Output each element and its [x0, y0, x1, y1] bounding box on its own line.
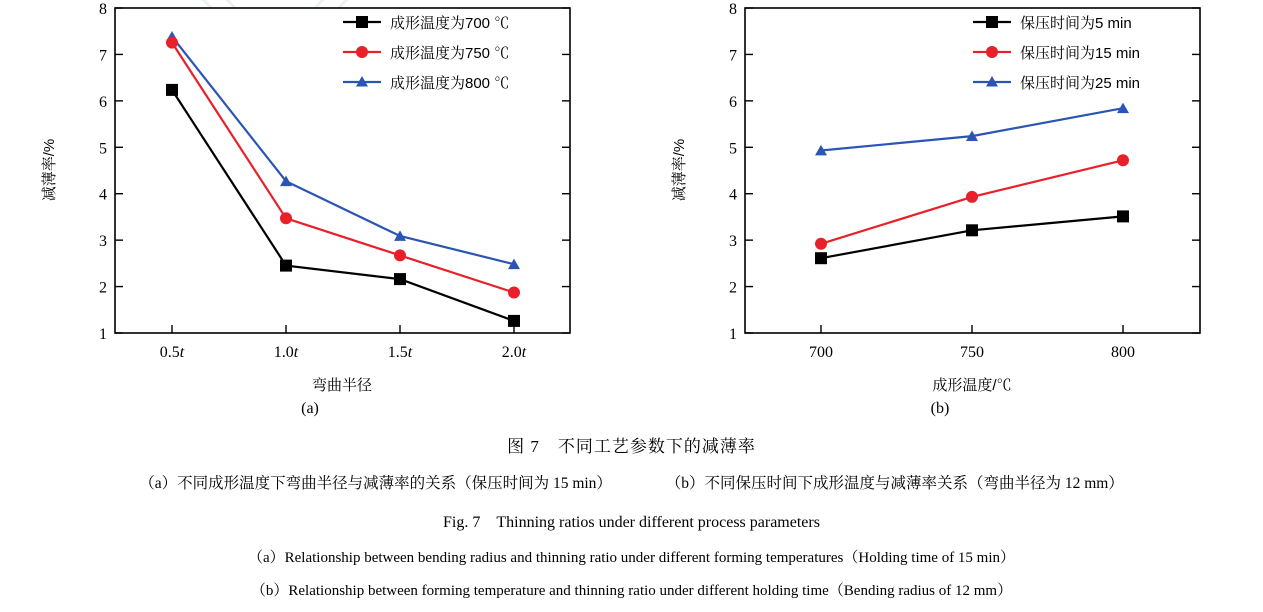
svg-text:5: 5 [729, 140, 737, 158]
chart-a-svg [10, 0, 610, 400]
y-axis-tick-labels-a [99, 1, 107, 343]
caption-sub-cn-a: （a）不同成形温度下弯曲半径与减薄率的关系（保压时间为 15 min） [139, 475, 612, 492]
legend-label-b-3: 保压时间为25 min [1020, 75, 1141, 92]
svg-text:4: 4 [729, 186, 737, 204]
panel-a-caption: (a) [301, 400, 319, 417]
caption-title-en: Fig. 7 Thinning ratios under different process parameters [443, 514, 820, 531]
svg-text:7: 7 [729, 47, 737, 65]
legend-label-a-2: 成形温度为750 ℃ [390, 45, 510, 62]
y-axis-title-b: 减薄率/% [671, 138, 688, 202]
svg-text:0.5t: 0.5t [159, 344, 185, 361]
svg-text:1: 1 [99, 326, 107, 343]
svg-text:8: 8 [729, 1, 737, 18]
caption-sub-en-a: （a）Relationship between bending radius and thinning ratio under different forming temperatures（Holding time of 15 min） [247, 550, 1016, 566]
svg-text:750: 750 [960, 344, 984, 361]
figure-caption-block [0, 432, 1263, 612]
x-axis-tick-labels-a [160, 344, 527, 361]
chart-panel-a [10, 0, 610, 425]
chart-b-svg [640, 0, 1240, 400]
chart-panel-b [640, 0, 1240, 425]
svg-text:1.5t: 1.5t [387, 344, 413, 361]
caption-sub-cn-b: （b）不同保压时间下成形温度与减薄率关系（弯曲半径为 12 mm） [665, 475, 1124, 492]
svg-text:2: 2 [99, 279, 107, 297]
svg-text:2: 2 [729, 279, 737, 297]
svg-text:2.0t: 2.0t [501, 344, 527, 361]
caption-sub-en-b: （b）Relationship between forming temperature and thinning ratio under different holding time（Bending radius of 12 mm） [250, 583, 1013, 599]
y-axis-tick-labels-b [729, 1, 737, 343]
svg-text:8: 8 [99, 1, 107, 18]
svg-text:6: 6 [99, 93, 107, 111]
svg-text:5: 5 [99, 140, 107, 158]
x-axis-title-a: 弯曲半径 [311, 377, 373, 394]
svg-text:6: 6 [729, 93, 737, 111]
svg-text:1.0t: 1.0t [273, 344, 299, 361]
x-axis-tick-labels-b [809, 344, 1135, 361]
svg-text:7: 7 [99, 47, 107, 65]
svg-text:700: 700 [809, 344, 833, 361]
legend-label-a-3: 成形温度为800 ℃ [390, 75, 510, 92]
legend-label-b-1: 保压时间为5 min [1020, 15, 1132, 32]
panel-b-caption: (b) [930, 400, 950, 417]
y-axis-title-a: 减薄率/% [41, 138, 58, 202]
x-axis-title-b: 成形温度/℃ [932, 377, 1012, 394]
legend-label-a-1: 成形温度为700 ℃ [390, 15, 510, 32]
svg-text:4: 4 [99, 186, 107, 204]
svg-text:800: 800 [1111, 344, 1135, 361]
caption-subtitles-cn [0, 471, 1263, 493]
svg-text:3: 3 [729, 233, 737, 251]
svg-text:3: 3 [99, 233, 107, 251]
caption-title-cn: 图 7 不同工艺参数下的减薄率 [507, 437, 756, 456]
svg-text:1: 1 [729, 326, 737, 343]
legend-label-b-2: 保压时间为15 min [1020, 45, 1141, 62]
